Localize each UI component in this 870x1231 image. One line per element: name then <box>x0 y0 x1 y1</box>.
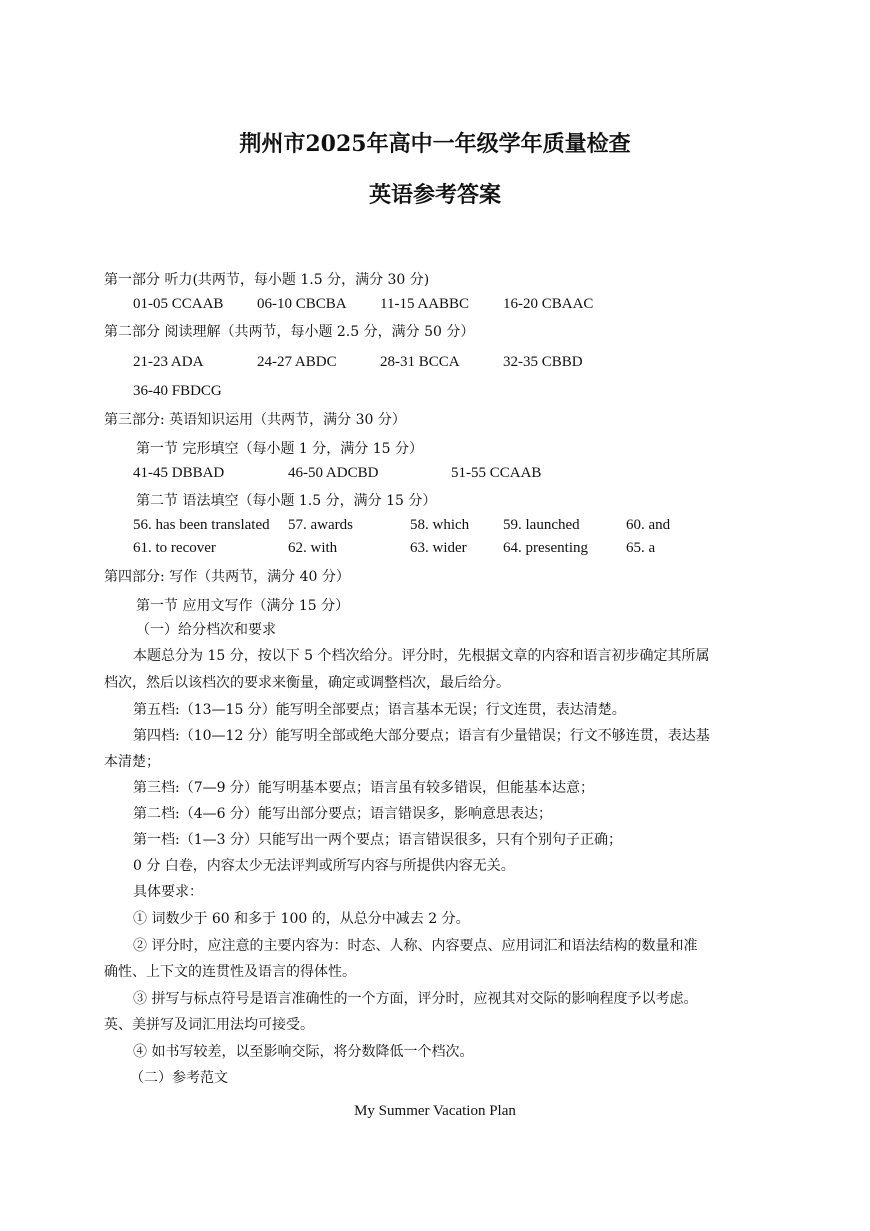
part1-answer: 06-10 CBCBA <box>257 296 347 312</box>
part1-answer: 11-15 AABBC <box>380 296 470 312</box>
grade-1: 第一档:（1—3 分）只能写出一两个要点；语言错误很多，只有个别句子正确； <box>133 832 622 848</box>
grammar-answer: 58. which <box>410 517 470 533</box>
grade-4: 第四档:（10—12 分）能写明全部或绝大部分要点；语言有少量错误；行文不够连贯，表达基 <box>133 728 710 744</box>
grammar-answer: 56. has been translated <box>133 517 270 533</box>
cloze-answer: 41-45 DBBAD <box>133 465 225 481</box>
part3-section1-heading: 第一节 完形填空（每小题 1 分，满分 15 分） <box>136 441 423 457</box>
requirement-1: ① 词数少于 60 和多于 100 的，从总分中减去 2 分。 <box>133 911 470 927</box>
grammar-answer: 60. and <box>626 517 671 533</box>
subheading-sample: （二）参考范文 <box>130 1070 228 1086</box>
part2-answer: 32-35 CBBD <box>503 354 583 370</box>
grammar-answer: 64. presenting <box>503 540 588 556</box>
part1-heading: 第一部分 听力(共两节，每小题 1.5 分，满分 30 分) <box>104 272 430 288</box>
grammar-answer: 57. awards <box>288 517 353 533</box>
part4-section1-heading: 第一节 应用文写作（满分 15 分） <box>136 598 350 614</box>
scoring-intro: 本题总分为 15 分，按以下 5 个档次给分。评分时，先根据文章的内容和语言初步确定其所属 <box>133 648 710 664</box>
grade-4-cont: 本清楚； <box>104 754 160 770</box>
grammar-answer: 65. a <box>626 540 656 556</box>
document-subtitle: 英语参考答案 <box>368 182 501 208</box>
requirement-3: ③ 拼写与标点符号是语言准确性的一个方面，评分时，应视其对交际的影响程度予以考虑。 <box>133 991 698 1007</box>
scoring-intro-cont: 档次，然后以该档次的要求来衡量，确定或调整档次，最后给分。 <box>104 675 510 691</box>
part2-heading: 第二部分 阅读理解（共两节，每小题 2.5 分，满分 50 分） <box>104 324 475 340</box>
grade-2: 第二档:（4—6 分）能写出部分要点；语言错误多，影响意思表达； <box>133 806 552 822</box>
requirement-2: ② 评分时，应注意的主要内容为：时态、人称、内容要点、应用词汇和语法结构的数量和准 <box>133 938 698 954</box>
requirement-4: ④ 如书写较差，以至影响交际，将分数降低一个档次。 <box>133 1044 474 1060</box>
grammar-answer: 62. with <box>288 540 338 556</box>
part3-section2-heading: 第二节 语法填空（每小题 1.5 分，满分 15 分） <box>136 493 437 509</box>
part3-heading: 第三部分: 英语知识运用（共两节，满分 30 分） <box>104 412 406 428</box>
grammar-answer: 61. to recover <box>133 540 216 556</box>
grade-0: 0 分 白卷，内容太少无法评判或所写内容与所提供内容无关。 <box>133 858 515 874</box>
cloze-answer: 46-50 ADCBD <box>288 465 379 481</box>
part2-answer: 28-31 BCCA <box>380 354 460 370</box>
requirement-2-cont: 确性、上下文的连贯性及语言的得体性。 <box>104 964 356 980</box>
grammar-answer: 59. launched <box>503 517 580 533</box>
part2-answer: 21-23 ADA <box>133 354 204 370</box>
grade-5: 第五档:（13—15 分）能写明全部要点；语言基本无误；行文连贯，表达清楚。 <box>133 702 626 718</box>
grade-3: 第三档:（7—9 分）能写明基本要点；语言虽有较多错误，但能基本达意； <box>133 780 594 796</box>
cloze-answer: 51-55 CCAAB <box>451 465 542 481</box>
subheading-scoring: （一）给分档次和要求 <box>136 622 276 638</box>
essay-title: My Summer Vacation Plan <box>354 1103 516 1119</box>
part2-answer: 24-27 ABDC <box>257 354 337 370</box>
part1-answer: 16-20 CBAAC <box>503 296 594 312</box>
part2-answer: 36-40 FBDCG <box>133 383 222 399</box>
part4-heading: 第四部分: 写作（共两节，满分 40 分） <box>104 569 350 585</box>
part1-answer: 01-05 CCAAB <box>133 296 224 312</box>
grammar-answer: 63. wider <box>410 540 467 556</box>
requirement-3-cont: 英、美拼写及词汇用法均可接受。 <box>104 1017 314 1033</box>
document-title: 荆州市2025年高中一年级学年质量检查 <box>239 131 631 157</box>
requirements-heading: 具体要求： <box>133 884 203 900</box>
